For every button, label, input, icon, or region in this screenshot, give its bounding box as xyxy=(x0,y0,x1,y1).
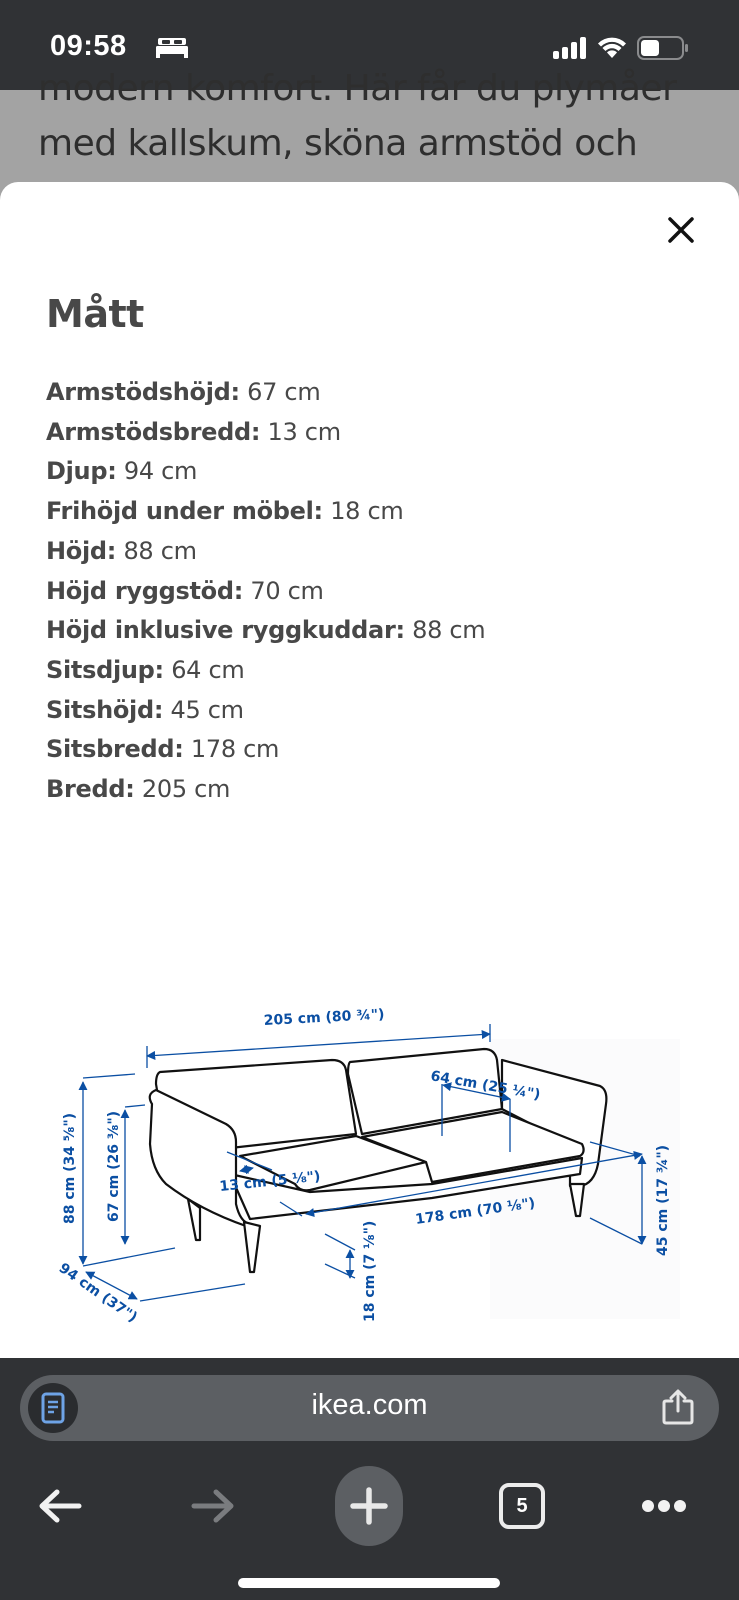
cellular-signal-icon xyxy=(553,37,587,63)
dimension-item xyxy=(46,492,485,532)
dimension-label: Djup: xyxy=(46,457,117,486)
new-tab-button[interactable] xyxy=(335,1466,403,1546)
home-indicator[interactable] xyxy=(238,1578,500,1588)
dimension-value: 64 cm xyxy=(171,655,245,684)
dimension-item xyxy=(46,651,485,691)
diagram-label-seat-height: 45 cm (17 ¾") xyxy=(655,1144,671,1256)
modal-title: Mått xyxy=(46,292,144,336)
forward-button[interactable] xyxy=(188,1466,238,1546)
dimension-item xyxy=(46,413,485,453)
more-button[interactable] xyxy=(637,1466,691,1546)
bed-icon xyxy=(156,36,188,62)
address-bar[interactable] xyxy=(20,1375,719,1441)
forward-arrow-icon xyxy=(190,1488,236,1524)
share-icon xyxy=(661,1389,695,1425)
diagram-label-depth: 94 cm (37") xyxy=(55,1260,141,1326)
diagram-label-clearance: 18 cm (7 ⅛") xyxy=(362,1220,378,1322)
dimension-label: Höjd inklusive ryggkuddar: xyxy=(46,616,405,645)
dimension-label: Höjd ryggstöd: xyxy=(46,576,243,605)
status-icons xyxy=(553,36,689,64)
browser-nav xyxy=(0,1466,739,1546)
dimension-value: 70 cm xyxy=(250,576,324,605)
diagram-label-armrest-height: 67 cm (26 ⅜") xyxy=(106,1110,122,1222)
diagram-label-armrest-width: 13 cm (5 ⅛") xyxy=(218,1168,322,1195)
sofa-dimension-diagram xyxy=(50,994,700,1334)
dimension-value: 67 cm xyxy=(247,378,321,406)
dimension-label: Höjd: xyxy=(46,536,117,565)
dimension-value: 205 cm xyxy=(141,775,231,804)
diagram-label-seat-depth: 64 cm (25 ¼") xyxy=(429,1068,542,1104)
dimension-value: 88 cm xyxy=(123,536,197,565)
share-button[interactable] xyxy=(661,1389,695,1429)
dimension-item xyxy=(46,691,485,731)
battery-icon xyxy=(637,36,689,64)
dimension-item xyxy=(46,532,485,572)
dimension-value: 94 cm xyxy=(123,457,198,486)
dimension-label: Bredd: xyxy=(46,775,135,804)
dimension-value: 45 cm xyxy=(170,695,244,724)
url-text[interactable]: ikea.com xyxy=(311,1389,428,1421)
dimension-item xyxy=(46,770,485,810)
dimension-label: Frihöjd under möbel: xyxy=(46,497,323,526)
dimensions-modal xyxy=(0,182,739,1358)
close-button[interactable] xyxy=(663,212,699,248)
dimension-label: Armstödshöjd: xyxy=(46,378,240,406)
dimension-value: 18 cm xyxy=(330,497,404,526)
dimension-item xyxy=(46,373,485,413)
more-icon xyxy=(641,1499,687,1513)
dimension-value: 88 cm xyxy=(412,616,486,645)
diagram-label-width: 205 cm (80 ¾") xyxy=(263,1006,385,1029)
plus-icon xyxy=(350,1487,388,1525)
tabs-button[interactable] xyxy=(497,1466,547,1546)
background-text-line: med kallskum, sköna armstöd och xyxy=(38,123,638,164)
status-time: 09:58 xyxy=(50,30,127,62)
tab-count: 5 xyxy=(499,1483,545,1529)
browser-toolbar xyxy=(0,1358,739,1600)
close-icon xyxy=(663,212,699,248)
dimension-label: Sitshöjd: xyxy=(46,695,164,724)
diagram-label-height: 88 cm (34 ⅝") xyxy=(62,1112,78,1224)
dimension-label: Armstödsbredd: xyxy=(46,417,261,446)
dimension-item xyxy=(46,730,485,770)
diagram-label-seat-width: 178 cm (70 ⅛") xyxy=(414,1195,537,1228)
dimension-label: Sitsdjup: xyxy=(46,655,164,684)
dimension-item xyxy=(46,572,485,612)
dimension-label: Sitsbredd: xyxy=(46,735,184,764)
dimension-value: 178 cm xyxy=(190,735,280,764)
back-button[interactable] xyxy=(35,1466,85,1546)
wifi-icon xyxy=(597,37,627,63)
dimension-item xyxy=(46,452,485,492)
dimension-item xyxy=(46,611,485,651)
background-text-line: modern komfort. Här får du plymåer xyxy=(38,68,677,109)
back-arrow-icon xyxy=(37,1488,83,1524)
dimensions-list xyxy=(46,373,485,810)
dimension-value: 13 cm xyxy=(267,417,341,446)
